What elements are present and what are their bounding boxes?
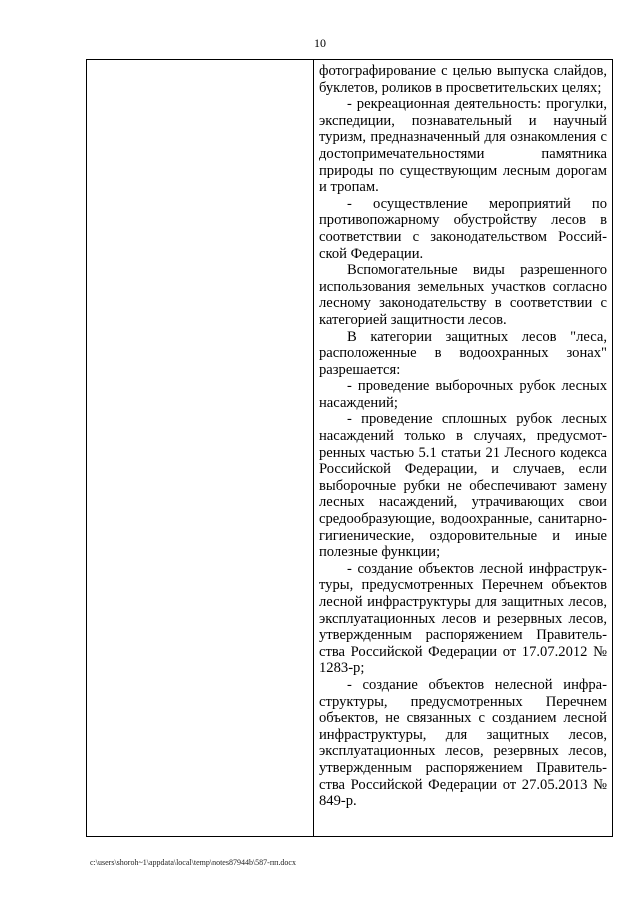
paragraph-recreation: - рекреационная деятельность: прогулки, экспедиции, познавательный и научный туризм, предназначенный для ознакомления с достопримечательностями памятника природы по существующим лесным дорогам и тропам. (319, 96, 607, 196)
paragraph-fire-prevention: - осуществление мероприятий по противопожарному обустройству лесов в соответствии с законодательством Российской Федерации. (319, 195, 607, 262)
paragraph-forest-infrastructure: - создание объектов лесной инфраструктуры, предусмотренных Перечнем объектов лесной инфраструктуры для защитных лесов, эксплуатационных лесов и резервных лесов, утвержденным распоряжением Правительства Российской Федерации от 17.07.2012 № 1283-р; (319, 560, 607, 677)
paragraph-non-forest-infrastructure: - создание объектов нелесной инфраструктуры, предусмотренных Перечнем объектов, не связанных с созданием лесной инфраструктуры, для защитных лесов, эксплуатационных лесов, резервных лесов, утвержденным распоряжением Правительства Российской Федерации от 27.05.2013 № 849-р. (319, 676, 607, 810)
page-number: 10 (314, 36, 326, 50)
paragraph-clear-felling: - проведение сплошных рубок лесных насаждений только в случаях, предусмотренных частью 5.1 статьи 21 Лесного кодекса Российской Федерации, и случаев, если выборочные рубки не обеспечивают замену лесных насаждений, утрачивающих свои средообразующие, водоохранные, санитарно-гигиенические, оздоровительные и иные полезные функции; (319, 411, 607, 561)
table-cell-left (87, 60, 314, 837)
paragraph-photography: фотографирование с целью выпуска слайдов, буклетов, роликов в просветительских целях; (319, 63, 607, 96)
footer-file-path: c:\users\shoroh~1\appdata\local\temp\notes87944b\587-пп.docx (90, 858, 296, 867)
paragraph-auxiliary-uses: Вспомогательные виды разрешенного использования земельных участков согласно лесному законодательству в соответствии с категорией защитности лесов. (319, 262, 607, 328)
table-row (87, 60, 613, 837)
paragraph-water-protection-category: В категории защитных лесов "леса, расположенные в водоохранных зонах" разрешается: (319, 328, 607, 378)
table-cell-right (314, 60, 613, 837)
content-table (86, 59, 613, 837)
paragraph-selective-felling: - проведение выборочных рубок лесных насаждений; (319, 378, 607, 411)
